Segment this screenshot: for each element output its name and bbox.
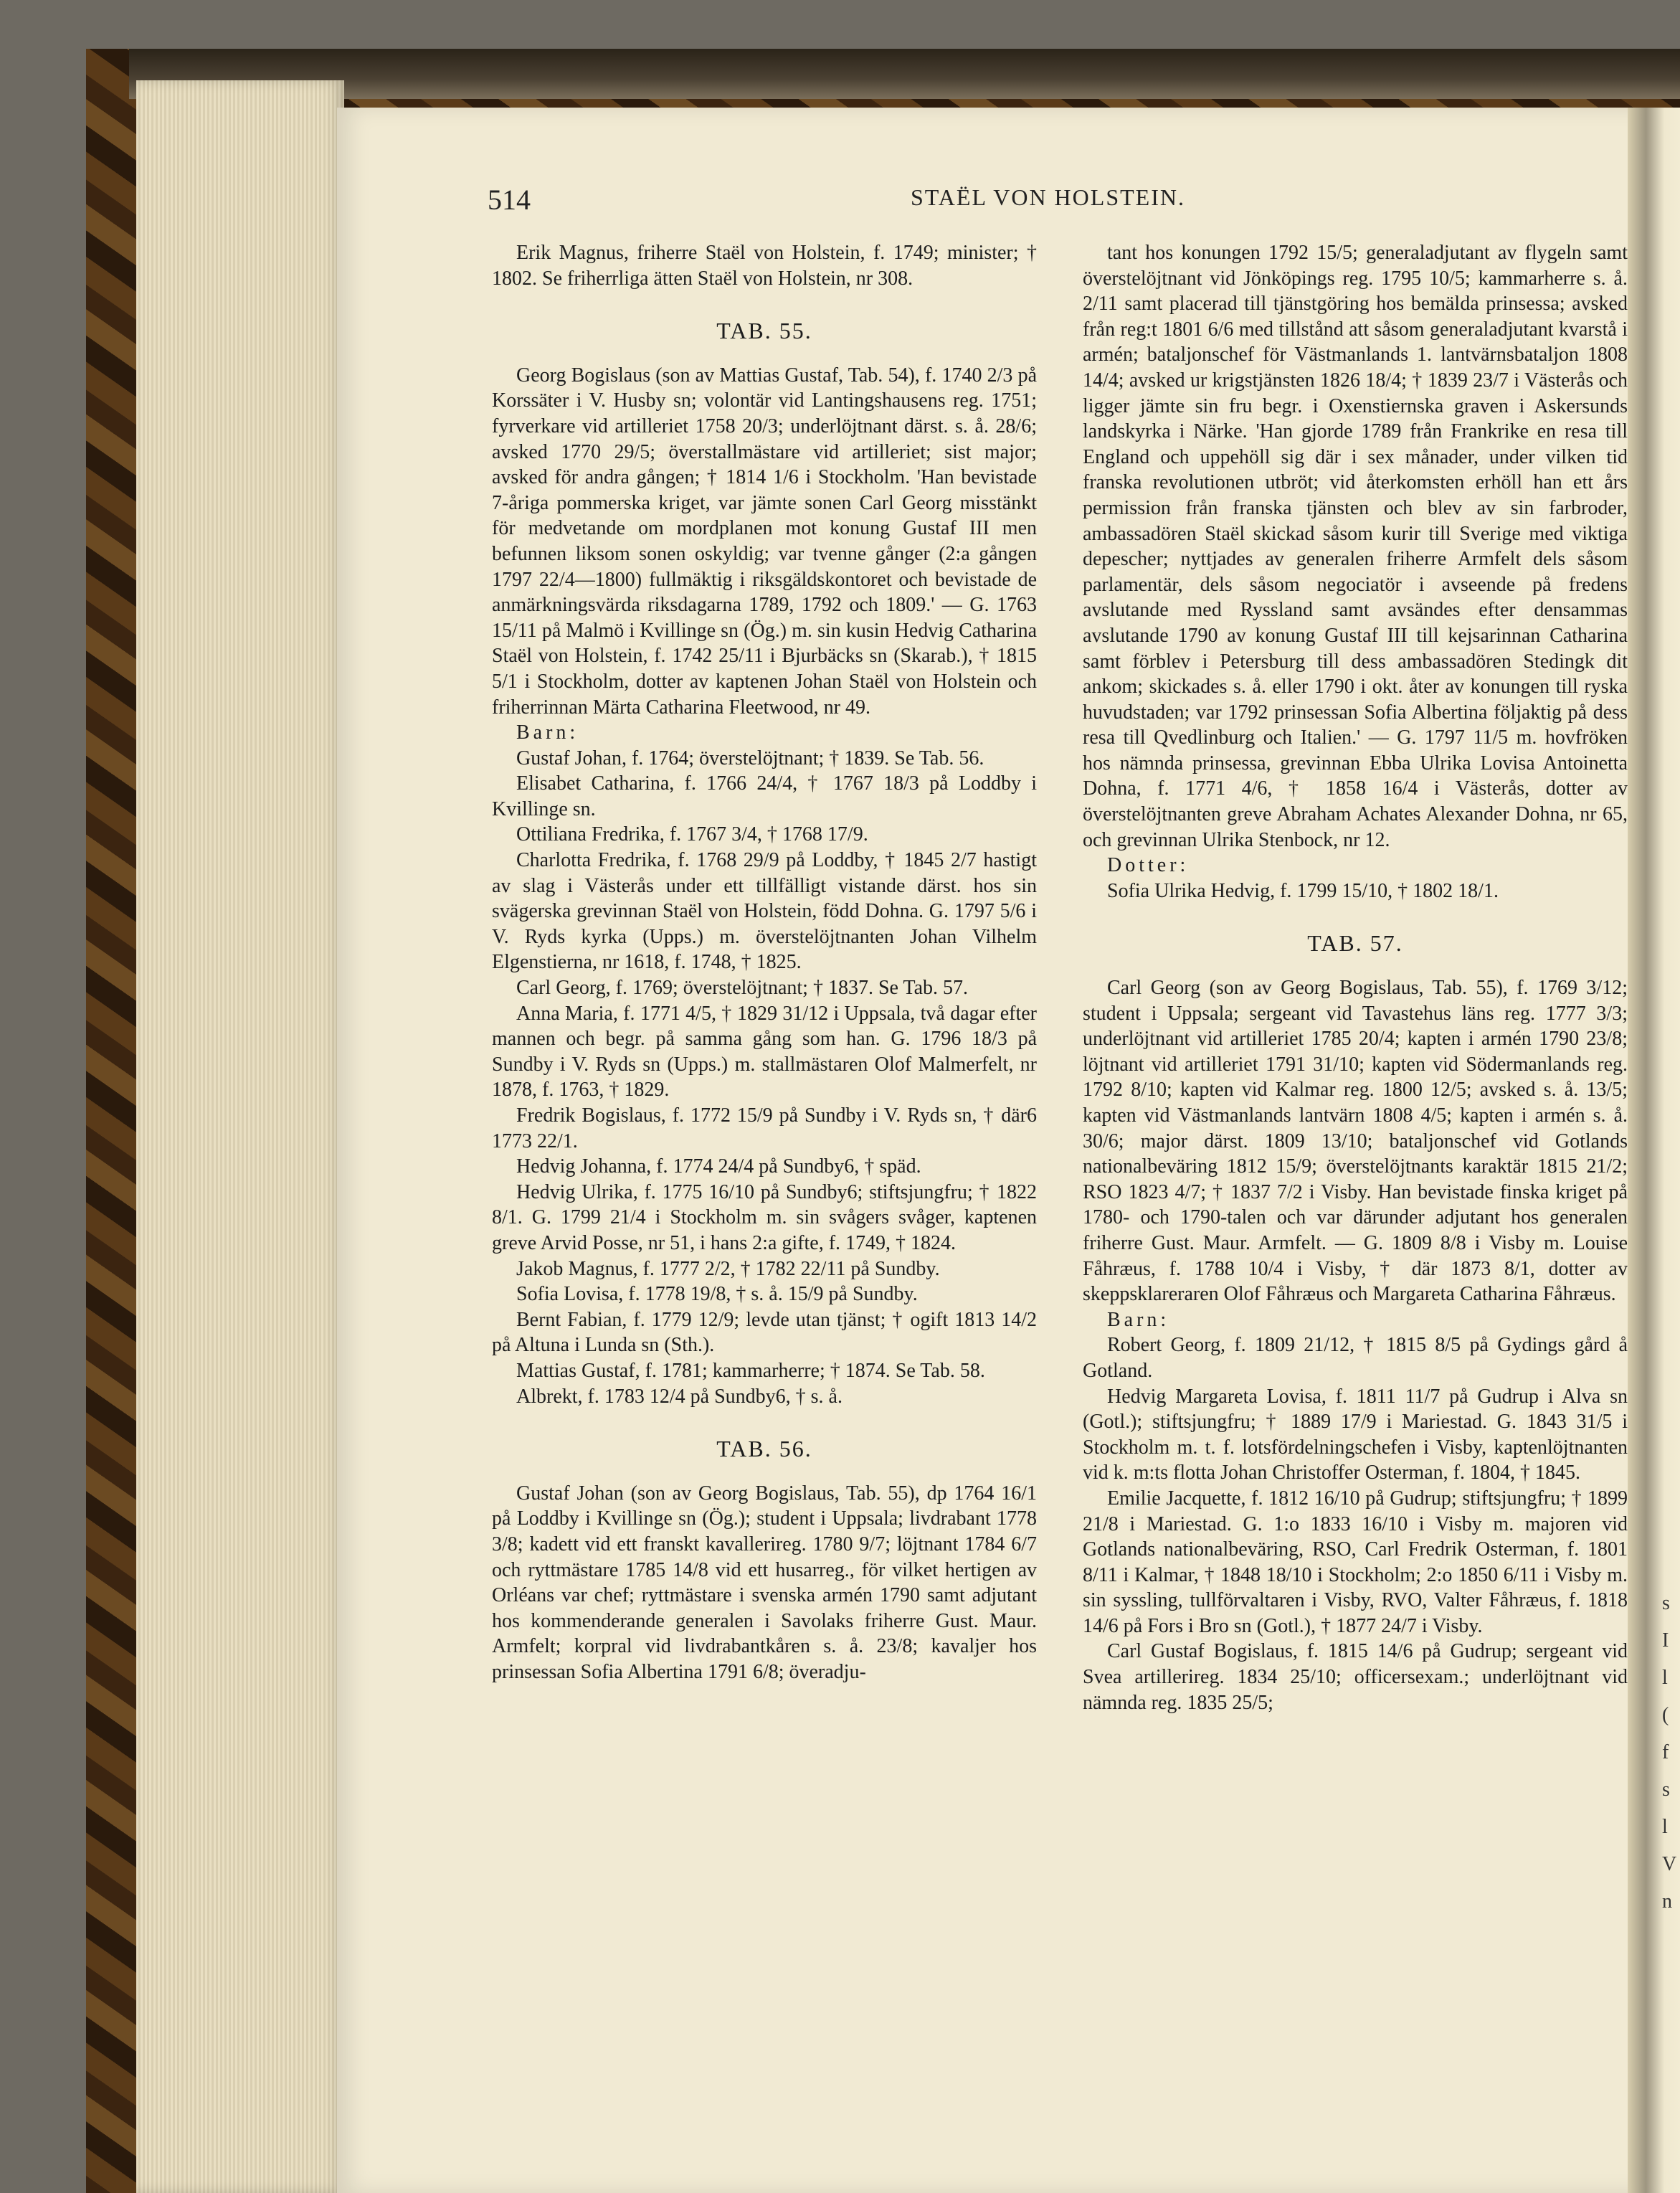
next-page-edge-letters (1662, 1585, 1680, 1920)
paragraph: Jakob Magnus, f. 1777 2/2, † 1782 22/11 på Sundby. (516, 1257, 940, 1280)
paragraph: Carl Georg, f. 1769; överstelöjtnant; † 1837. Se Tab. 57. (516, 977, 969, 1000)
paragraph: Hedvig Margareta Lovisa, f. 1811 11/7 på Gudrup i Alva sn (Gotl.); stiftsjungfru; † 1889 17/9 i Mariestad. G. 1843 31/5 i Stockholm m. t. f. lotsfördelningschefen i Visby, kaptenlöjtnanten vid k. m:ts flotta Johan Christoffer Osterman, f. 1804, † 1845. (1083, 1385, 1628, 1484)
edge-letter: l (1662, 1667, 1668, 1689)
paragraph: Erik Magnus, friherre Staël von Holstein, f. 1749; minister; † 1802. Se friherrliga ätten Staël von Holstein, nr 308. (492, 242, 1037, 290)
paragraph: Sofia Ulrika Hedvig, f. 1799 15/10, † 1802 18/1. (1107, 879, 1499, 902)
paragraph: Bernt Fabian, f. 1779 12/9; levde utan tjänst; † ogift 1813 14/2 på Altuna i Lunda sn (Sth.). (492, 1308, 1037, 1357)
page-number: 514 (488, 184, 531, 216)
right-column (1083, 240, 1628, 1715)
paragraph: Fredrik Bogislaus, f. 1772 15/9 på Sundby i V. Ryds sn, † där6 1773 22/1. (492, 1104, 1037, 1152)
table-heading: TAB. 55. (716, 318, 812, 344)
edge-letter: n (1662, 1890, 1672, 1913)
paragraph: Mattias Gustaf, f. 1781; kammarherre; † 1874. Se Tab. 58. (516, 1359, 985, 1382)
paragraph: Hedvig Johanna, f. 1774 24/4 på Sundby6, † späd. (516, 1155, 921, 1178)
edge-letter: f (1662, 1741, 1669, 1763)
edge-letter: ( (1662, 1704, 1669, 1726)
left-column (492, 240, 1037, 1685)
paragraph: Albrekt, f. 1783 12/4 på Sundby6, † s. å. (516, 1385, 843, 1408)
paragraph: Sofia Lovisa, f. 1778 19/8, † s. å. 15/9 på Sundby. (516, 1283, 918, 1306)
children-heading: Barn: (516, 721, 579, 744)
paragraph: Georg Bogislaus (son av Mattias Gustaf, Tab. 54), f. 1740 2/3 på Korssäter i V. Husby sn; volontär vid Lantingshausens reg. 1751; fyrverkare vid artilleriet 1758 20/3; underlöjtnant därst. s. å. 28/6; avsked 1770 29/5; överstallmästare vid artilleriet; sist major; avsked för andra gången; † 1814 1/6 i Stockholm. 'Han bevistade 7-åriga pommerska kriget, var jämte sonen Carl Georg misstänkt för medvetande om mordplanen mot konung Gustaf III men befunnen liksom sonen oskyldig; var tvenne gånger (2:a gången 1797 22/4—1800) fullmäktig i riksgäldskontoret och bevistade de anmärkningsvärda riksdagarna 1789, 1792 och 1809.' — G. 1763 15/11 på Malmö i Kvillinge sn (Ög.) m. sin kusin Hedvig Catharina Staël von Holstein, f. 1742 25/11 i Bjurbäcks sn (Skarab.), † 1815 5/1 i Stockholm, dotter av kaptenen Johan Staël von Holstein och friherrinnan Märta Catharina Fleetwood, nr 49. (492, 364, 1037, 719)
paragraph: Gustaf Johan, f. 1764; överstelöjtnant; † 1839. Se Tab. 56. (516, 747, 984, 769)
paragraph: Emilie Jacquette, f. 1812 16/10 på Gudrup; stiftsjungfru; † 1899 21/8 i Mariestad. G. 1:o 1833 16/10 i Visby m. majoren vid Gotlands nationalbeväring, RSO, Carl Fredrik Osterman, f. 1801 8/11 i Kalmar, † 1848 18/10 i Stockholm; 2:o 1850 6/11 i Visby m. sin syssling, tullförvaltaren i Visby, RVO, Valter Fåhræus, f. 1818 14/6 på Fors i Bro sn (Gotl.), † 1877 24/7 i Visby. (1083, 1487, 1628, 1637)
paragraph: Carl Georg (son av Georg Bogislaus, Tab. 55), f. 1769 3/12; student i Uppsala; sergeant vid Tavastehus läns reg. 1777 3/3; underlöjtnant vid artilleriet 1785 20/4; kapten i armén 1790 23/8; löjtnant vid artilleriet 1791 31/10; kapten vid Södermanlands reg. 1792 8/10; kapten vid Kalmar reg. 1800 12/5; avsked s. å. 13/5; kapten vid Västmanlands lantvärn 1808 4/5; kapten i armén s. å. 30/6; major därst. 1809 13/10; bataljonschef vid Gotlands nationalbeväring 1812 15/9; överstelöjtnants karaktär 1815 21/2; RSO 1823 4/7; † 1837 7/2 i Visby. Han bevistade finska kriget på 1780- och 1790-talen och var därunder adjutant hos generalen friherre Gust. Maur. Armfelt. — G. 1809 8/8 i Visby m. Louise Fåhræus, f. 1788 10/4 i Visby, † där 1873 8/1, dotter av skeppsklareraren Olof Fåhræus och Margareta Catharina Fåhræus. (1083, 977, 1628, 1306)
table-heading: TAB. 56. (716, 1436, 812, 1462)
page-edges (136, 80, 344, 2193)
paragraph: Robert Georg, f. 1809 21/12, † 1815 8/5 på Gydings gård å Gotland. (1083, 1334, 1628, 1382)
children-heading: Barn: (1107, 1308, 1170, 1331)
paragraph: Gustaf Johan (son av Georg Bogislaus, Tab. 55), dp 1764 16/1 på Loddby i Kvillinge sn (Ög.); student i Uppsala; livdrabant 1778 3/8; kadett vid ett franskt kavallerireg. 1780 9/7; löjtnant 1784 6/7 och ryttmästare 1785 14/8 vid ett husarreg., för vilket hertigen av Orléans var chef; ryttmästare i svenska armén 1790 samt adjutant hos kommenderande generalen i Savolaks friherre Gust. Maur. Armfelt; korpral vid livdrabantkåren s. å. 23/8; kavaljer hos prinsessan Sofia Albertina 1791 6/8; överadju- (492, 1482, 1037, 1683)
paragraph: Ottiliana Fredrika, f. 1767 3/4, † 1768 17/9. (516, 823, 868, 846)
paragraph: Elisabet Catharina, f. 1766 24/4, † 1767 18/3 på Loddby i Kvillinge sn. (492, 772, 1037, 820)
edge-letter: s (1662, 1592, 1670, 1614)
running-head: STAËL VON HOLSTEIN. (911, 184, 1185, 210)
paragraph: Hedvig Ulrika, f. 1775 16/10 på Sundby6; stiftsjungfru; † 1822 8/1. G. 1799 21/4 i Stockholm m. sin svågers svåger, kaptenen greve Arvid Posse, nr 51, i hans 2:a gifte, f. 1749, † 1824. (492, 1180, 1037, 1254)
edge-letter: l (1662, 1816, 1668, 1838)
children-heading: Dotter: (1107, 854, 1190, 877)
paragraph: Charlotta Fredrika, f. 1768 29/9 på Loddby, † 1845 2/7 hastigt av slag i Västerås under ett tillfälligt vistande därst. hos sin svägerska grevinnan Staël von Holstein, född Dohna. G. 1797 5/6 i V. Ryds kyrka (Upps.) m. överstelöjtnanten Johan Vilhelm Elgenstierna, nr 1618, f. 1748, † 1825. (492, 849, 1037, 974)
paragraph: tant hos konungen 1792 15/5; generaladjutant av flygeln samt överstelöjtnant vid Jönköpings reg. 1795 10/5; kammarherre s. å. 2/11 samt placerad till tjänstgöring hos bemälda prinsessa; avsked från reg:t 1801 6/6 med tillstånd att såsom generaladjutant kvarstå i armén; bataljonschef för Västmanlands 1. lantvärnsbataljon 1808 14/4; avsked ur krigstjänsten 1826 18/4; † 1839 23/7 i Västerås och ligger jämte sin fru begr. i Oxenstiernska graven i Askersunds landskyrka i Närke. 'Han gjorde 1789 från Frankrike en resa till England och uppehöll sig där i sex månader, under vilken tid franska revolutionen utbröt; vid återkomsten erhöll han ett års permission från franska tjänsten och blev av sin farbroder, ambassadören Staël skickad såsom kurir till Sverige med viktiga depescher; nyttjades av generalen friherre Armfelt dels såsom parlamentär, dels såsom negociatör i avseende på fredens avslutande med Ryssland samt avsändes efter densammas avslutande 1790 av konung Gustaf III till kejsarinnan Catharina samt förblev i Petersburg till dess ambassadören Stedingk dit ankom; skickades s. å. eller 1790 i okt. åter av konungen till ryska huvudstaden; var 1792 prinsessan Sofia Albertina följaktig på dess resa till Qvedlinburg och Italien.' — G. 1797 11/5 m. hovfröken hos nämnda prinsessa, grevinnan Ebba Ulrika Lovisa Antoinetta Dohna, f. 1771 4/6, † 1858 16/4 i Västerås, dotter av överstelöjtnanten greve Abraham Achates Alexander Dohna, nr 65, och grevinnan Ulrika Stenbock, nr 12. (1083, 242, 1628, 851)
paragraph: Carl Gustaf Bogislaus, f. 1815 14/6 på Gudrup; sergeant vid Svea artillerireg. 1834 25/10; officersexam.; underlöjtnant vid nämnda reg. 1835 25/5; (1083, 1640, 1628, 1714)
table-heading: TAB. 57. (1307, 930, 1403, 957)
edge-letter: s (1662, 1778, 1670, 1801)
edge-letter: V (1662, 1853, 1677, 1875)
paragraph: Anna Maria, f. 1771 4/5, † 1829 31/12 i Uppsala, två dagar efter mannen och begr. på samma gång som han. G. 1796 18/3 på Sundby i V. Ryds sn (Upps.) m. stallmästaren Olof Malmerfelt, nr 1878, f. 1763, † 1829. (492, 1002, 1037, 1102)
cover-top-edge (129, 49, 1680, 99)
edge-letter: I (1662, 1629, 1669, 1652)
